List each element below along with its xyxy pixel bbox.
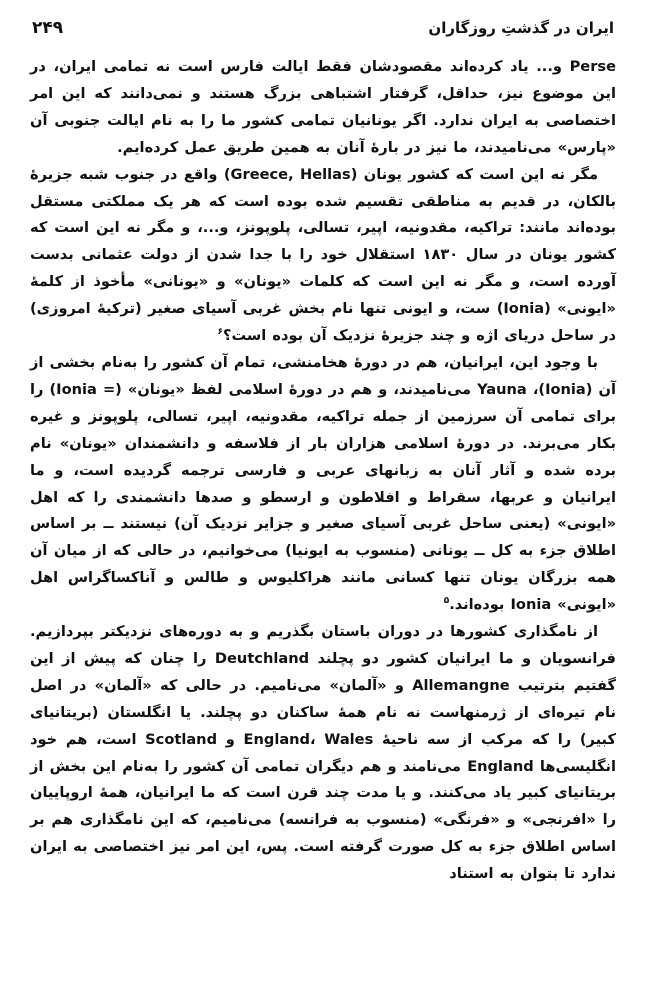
paragraph-text: مگر نه این است که کشور یونان (Greece, Hellas) واقع در جنوب شبه جزیرهٔ بالکان، در قدیم به مناطقی تقسیم شده بوده است که هر یک مملکتی مستقل بوده‌اند مانند: تراکیه، مقدونیه، اپیر، تسالی، پلوپونز، و...، و مگر نه این است که کشور یونان در سال ۱۸۳۰ استقلال خود را با جدا شدن از دولت عثمانی بدست آورده است، و مگر نه این است که کلمات «یونان» و «یونانی» مأخوذ از کلمهٔ «ایونی» (Ionia) ست، و ایونی تنها نام بخش غربی آسیای صغیر (ترکیهٔ امروزی) در ساحل دریای اژه و چند جزیرهٔ نزدیک آن بوده است؟ <box>30 165 616 345</box>
page-header <box>32 14 614 42</box>
running-title: ایران در گذشتِ روزگاران <box>428 19 614 37</box>
footnote-marker: ۵ <box>443 596 450 607</box>
paragraph-4 <box>30 619 616 888</box>
paragraph-1 <box>30 54 616 162</box>
paragraph-2 <box>30 162 616 350</box>
paragraph-text: با وجود این، ایرانیان، هم در دورهٔ هخامنشی، تمام آن کشور را به‌نام بخشی از آن (Ionia)، Yauna می‌نامیدند، و هم در دورهٔ اسلامی لفظ «یونان» (= Ionia) را برای تمامی آن سرزمین از جمله تراکیه، مقدونیه، اپیر، تسالی، پلوپونز و غیره بکار می‌برند. در دورهٔ اسلامی هزاران بار از فلاسفه و دانشمندان «یونان» نام برده شده و آثار آنان به زبانهای عربی و فارسی ترجمه گردیده است، و ما ایرانیان و عربها، سقراط و افلاطون و ارسطو و صدها دانشمندی را که اهل «ایونی» (یعنی ساحل غربی آسیای صغیر و جزایر نزدیک آن) نیستند ــ بر اساس اطلاق جزء به کل ــ یونانی (منسوب به ایونیا) می‌خوانیم، در حالی که از میان آن همه بزرگان یونان تنها کسانی مانند هراکلیوس و طالس و آناکساگراس اهل «ایونی» Ionia بوده‌اند. <box>30 353 616 614</box>
page-number: ۲۴۹ <box>32 18 64 38</box>
footnote-marker: ۶ <box>217 327 223 338</box>
body-text <box>30 54 616 888</box>
paragraph-text: Perse و... یاد کرده‌اند مقصودشان فقط ایالت فارس است نه تمامی ایران، در این موضوع نیز، حداقل، گرفتار اشتباهی بزرگ هستند و نمی‌دانند که این امر اختصاصی به ایران ندارد. اگر یونانیان تمامی کشور ما را به نام ایالت جنوبی آن «پارس» می‌نامیدند، ما نیز در بارهٔ آنان به همین طریق عمل کرده‌ایم. <box>30 58 616 156</box>
paragraph-text: از نامگذاری کشورها در دوران باستان بگذریم و به دوره‌های نزدیکتر بپردازیم. فرانسویان و ما ایرانیان کشور دو پچلند Deutchland را چنان که پیش از این گفتیم بترتیب Allemangne و «آلمان» می‌نامیم. در حالی که «آلمان» در اصل نام تیره‌ای از ژرمنهاست نه نام همهٔ ساکنان دو پچلند. یا انگلستان (بریتانیای کبیر) را که مرکب از سه ناحیهٔ England، Wales و Scotland است، هم خود انگلیسی‌ها England می‌نامند و هم دیگران تمامی آن کشور را به‌نام این بخش از بریتانیای کبیر یاد می‌کنند. و یا مدت چند قرن است که ما ایرانیان، همهٔ اروپاییان را «افرنجی» و «فرنگی» (منسوب به فرانسه) می‌نامیم، که این نامگذاری هم بر اساس اطلاق جزء به کل صورت گرفته است. پس، این امر نیز اختصاصی به ایران ندارد تا بتوان به استناد <box>30 623 616 883</box>
paragraph-3 <box>30 350 616 619</box>
